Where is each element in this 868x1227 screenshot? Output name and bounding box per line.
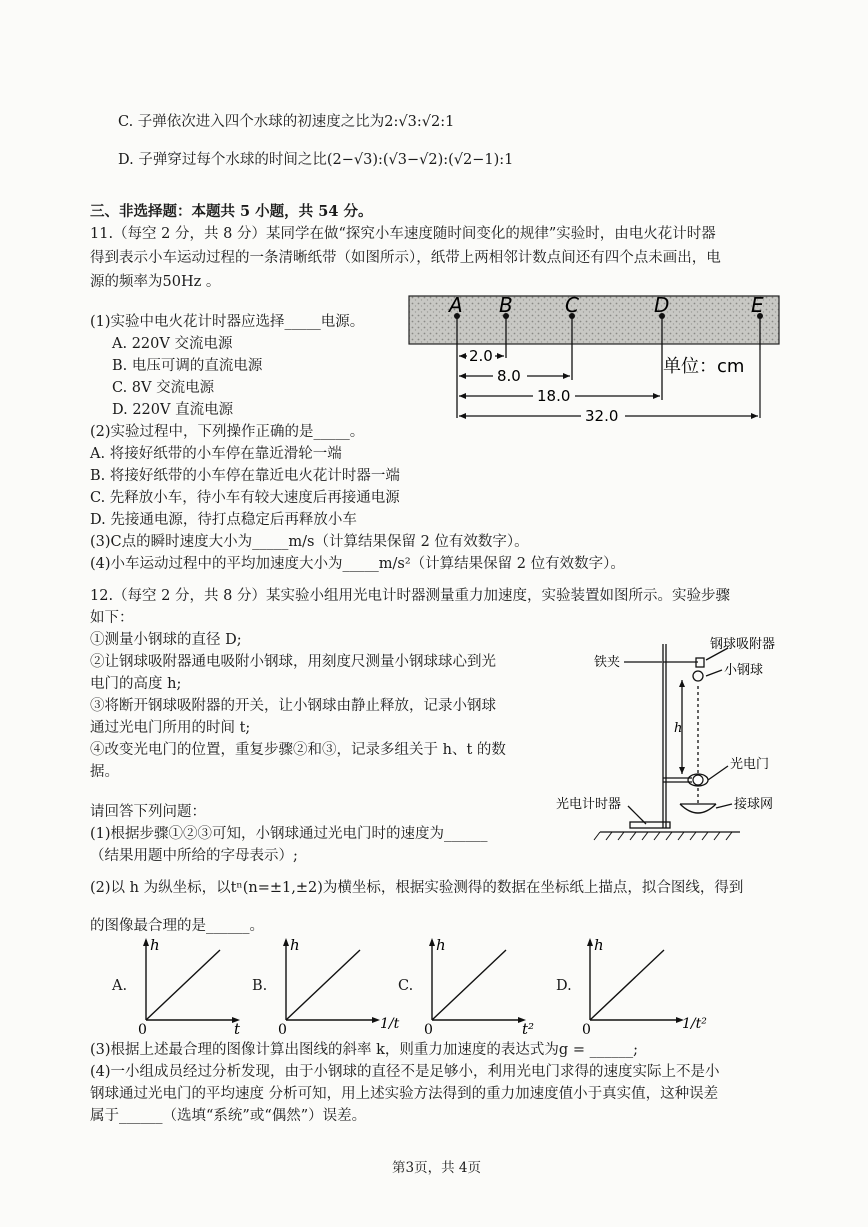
graph-a bbox=[136, 934, 256, 1038]
q12-step: ③将断开钢球吸附器的开关，让小钢球由静止释放，记录小钢球 bbox=[90, 698, 496, 714]
q12-part3: (3)根据上述最合理的图像计算出图线的斜率 k，则重力加速度的表达式为g = ______; bbox=[90, 1042, 638, 1058]
paper-tape bbox=[409, 296, 779, 344]
graph-b-x: 1/t bbox=[380, 1016, 400, 1032]
q11-p1-option: D. 220V 直流电源 bbox=[112, 402, 234, 418]
graph-d-y: h bbox=[594, 936, 604, 954]
graph-b-origin: 0 bbox=[278, 1022, 287, 1038]
q11-p1-option: C. 8V 交流电源 bbox=[112, 380, 215, 396]
q12-step: ④改变光电门的位置，重复步骤②和③，记录多组关于 h、t 的数 bbox=[90, 742, 506, 758]
q12-part2-cont: 的图像最合理的是______。 bbox=[90, 918, 264, 934]
q12-step: ①测量小钢球的直径 D; bbox=[90, 632, 242, 648]
unit-label: 单位：cm bbox=[663, 356, 745, 377]
graph-d-label: D. bbox=[556, 978, 572, 994]
answer-intro: 请回答下列问题： bbox=[90, 804, 206, 820]
net-label: 接球网 bbox=[734, 797, 774, 812]
q11-intro-line: 11.（每空 2 分，共 8 分）某同学在做“探究小车速度随时间变化的规律”实验时，由电火花计时器 bbox=[90, 226, 716, 242]
graph-c-x: t² bbox=[522, 1020, 535, 1038]
q11-p2-option: B. 将接好纸带的小车停在靠近电火花计时器一端 bbox=[90, 468, 400, 484]
tape-label-b: B bbox=[499, 293, 513, 317]
adsorber-label: 钢球吸附器 bbox=[710, 637, 776, 652]
q11-p2-option: D. 先接通电源，待打点稳定后再释放小车 bbox=[90, 512, 357, 528]
graph-b bbox=[276, 934, 406, 1038]
q12-step: 通过光电门所用的时间 t; bbox=[90, 720, 251, 736]
q12-part1: (1)根据步骤①②③可知，小钢球通过光电门时的速度为______ bbox=[90, 826, 488, 842]
option-c: C. 子弹依次进入四个水球的初速度之比为2:√3:√2:1 bbox=[118, 114, 455, 130]
tape-label-e: E bbox=[751, 293, 764, 317]
tape-label-d: D bbox=[654, 293, 670, 317]
graph-a-label: A. bbox=[112, 978, 128, 994]
distance-ac: 8.0 bbox=[497, 367, 521, 385]
graph-c-label: C. bbox=[398, 978, 414, 994]
apparatus-figure bbox=[550, 636, 790, 846]
photogate-label: 光电门 bbox=[730, 757, 770, 772]
graph-d bbox=[580, 934, 720, 1038]
graph-c bbox=[422, 934, 552, 1038]
q11-part1: (1)实验中电火花计时器应选择_____电源。 bbox=[90, 314, 365, 330]
q12-step: 电门的高度 h; bbox=[90, 676, 182, 692]
paper-tape-figure bbox=[405, 290, 785, 430]
graph-d-x: 1/t² bbox=[682, 1016, 707, 1032]
graph-a-origin: 0 bbox=[138, 1022, 147, 1038]
q11-p1-option: B. 电压可调的直流电源 bbox=[112, 358, 263, 374]
graph-b-y: h bbox=[290, 936, 300, 954]
section-heading: 三、非选择题：本题共 5 小题，共 54 分。 bbox=[90, 203, 373, 220]
q12-part4-line: 钢球通过光电门的平均速度 分析可知，用上述实验方法得到的重力加速度值小于真实值，这种误差 bbox=[90, 1086, 719, 1102]
q11-part3: (3)C点的瞬时速度大小为_____m/s（计算结果保留 2 位有效数字）。 bbox=[90, 534, 529, 550]
height-label: h bbox=[674, 721, 683, 736]
q11-part2: (2)实验过程中，下列操作正确的是_____。 bbox=[90, 424, 365, 440]
graph-d-origin: 0 bbox=[582, 1022, 591, 1038]
distance-ae: 32.0 bbox=[585, 407, 619, 425]
q12-intro-line: 12.（每空 2 分，共 8 分）某实验小组用光电计时器测量重力加速度，实验装置如图所示。实验步骤 bbox=[90, 588, 730, 604]
q12-part4-line: (4)一小组成员经过分析发现，由于小钢球的直径不是足够小，利用光电门求得的速度实际上不是小 bbox=[90, 1064, 720, 1080]
q12-step: 据。 bbox=[90, 764, 119, 780]
iron-clamp-label: 铁夹 bbox=[594, 655, 621, 670]
ball-label: 小钢球 bbox=[724, 663, 764, 678]
distance-ad: 18.0 bbox=[537, 387, 571, 405]
distance-ab: 2.0 bbox=[469, 347, 493, 365]
q11-p2-option: C. 先释放小车，待小车有较大速度后再接通电源 bbox=[90, 490, 400, 506]
page-footer: 第3页，共 4页 bbox=[392, 1160, 481, 1176]
graph-b-label: B. bbox=[252, 978, 268, 994]
q11-p1-option: A. 220V 交流电源 bbox=[112, 336, 233, 352]
graph-c-origin: 0 bbox=[424, 1022, 433, 1038]
option-d: D. 子弹穿过每个水球的时间之比(2−√3):(√3−√2):(√2−1):1 bbox=[118, 152, 514, 168]
graph-a-y: h bbox=[150, 936, 160, 954]
q12-part1-note: （结果用题中所给的字母表示）; bbox=[90, 848, 298, 864]
q12-intro-line: 如下： bbox=[90, 610, 134, 626]
q12-part2: (2)以 h 为纵坐标，以tⁿ(n=±1,±2)为横坐标，根据实验测得的数据在坐标纸上描点，拟合图线，得到 bbox=[90, 880, 744, 896]
tape-label-a: A bbox=[449, 293, 463, 317]
q11-part4: (4)小车运动过程中的平均加速度大小为_____m/s²（计算结果保留 2 位有效数字）。 bbox=[90, 556, 625, 572]
q11-p2-option: A. 将接好纸带的小车停在靠近滑轮一端 bbox=[90, 446, 342, 462]
tape-label-c: C bbox=[565, 293, 579, 317]
q11-intro-line: 源的频率为50Hz 。 bbox=[90, 274, 221, 290]
graph-c-y: h bbox=[436, 936, 446, 954]
graph-a-x: t bbox=[234, 1020, 241, 1038]
timer-label: 光电计时器 bbox=[556, 797, 622, 812]
q12-step: ②让钢球吸附器通电吸附小钢球，用刻度尺测量小钢球球心到光 bbox=[90, 654, 496, 670]
q11-intro-line: 得到表示小车运动过程的一条清晰纸带（如图所示），纸带上两相邻计数点间还有四个点未画出，电 bbox=[90, 250, 721, 266]
q12-part4-line: 属于______（选填“系统”或“偶然”）误差。 bbox=[90, 1108, 367, 1124]
